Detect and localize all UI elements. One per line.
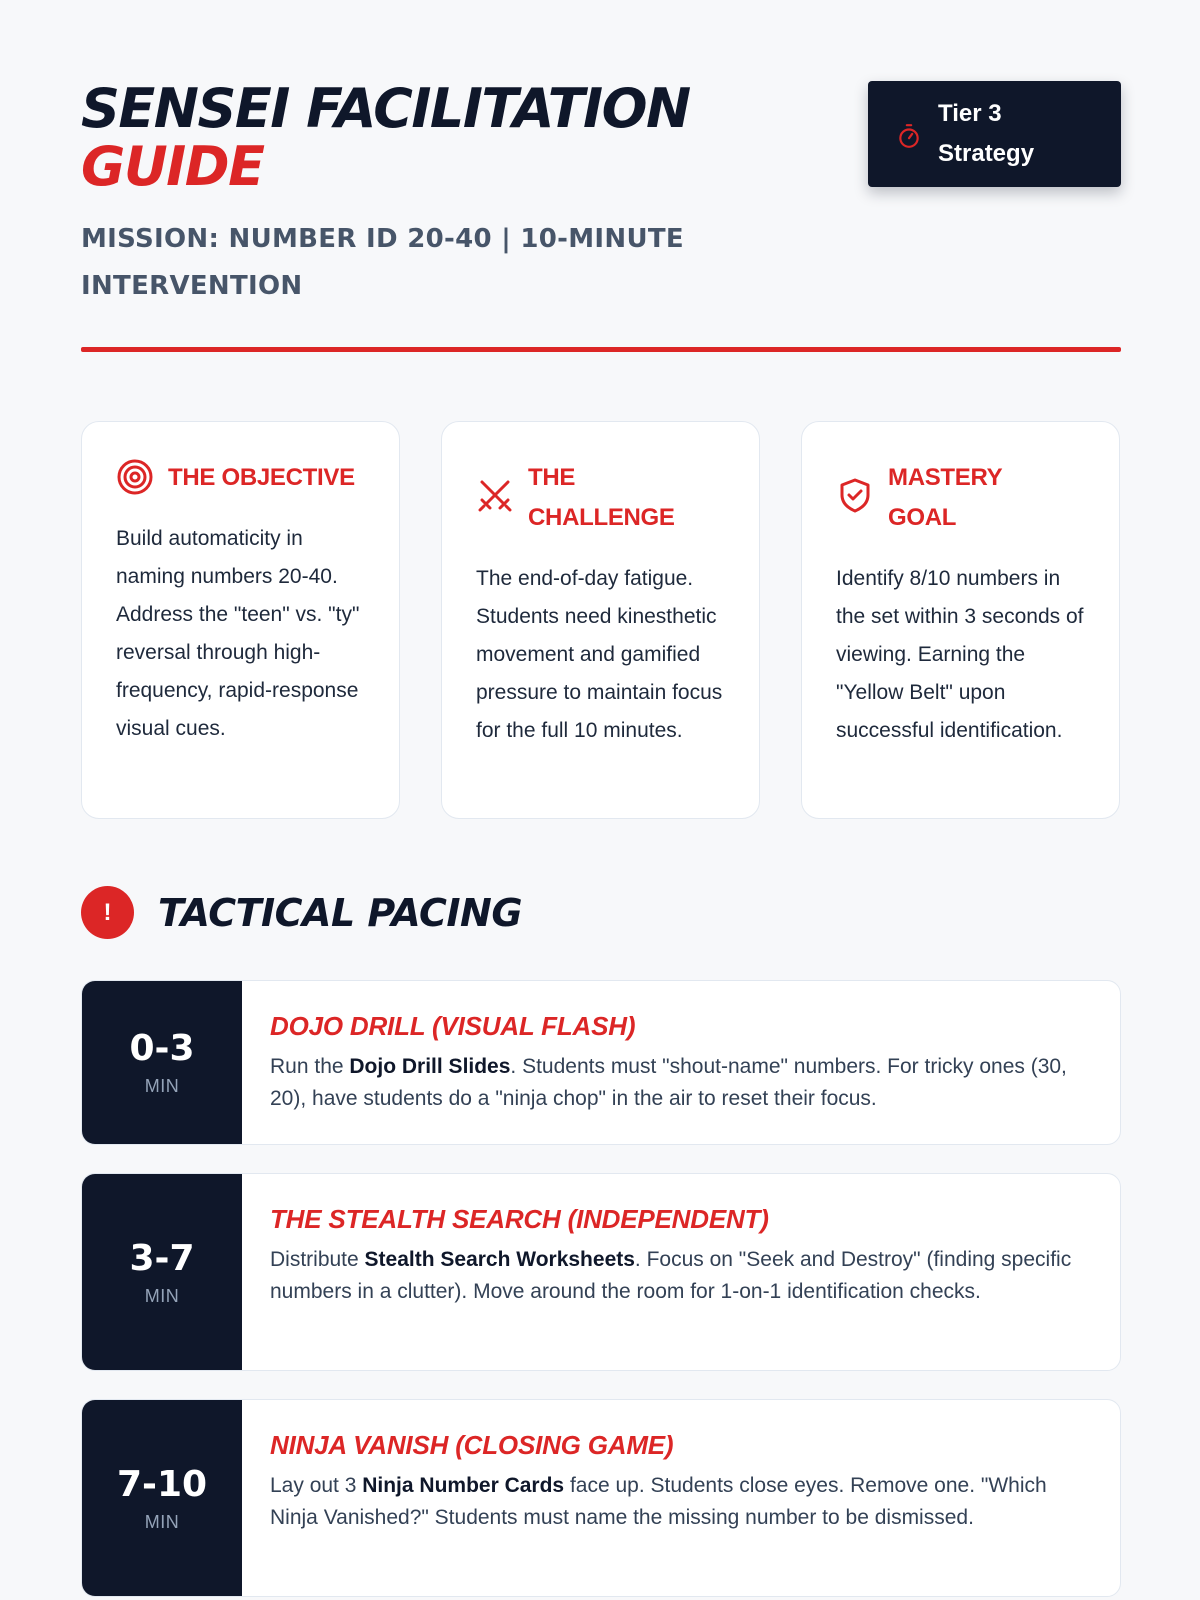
time-block xyxy=(82,981,242,1144)
pacing-title: THE STEALTH SEARCH (INDEPENDENT) xyxy=(270,1204,769,1234)
pacing-row xyxy=(81,980,1121,1145)
card-body: Identify 8/10 numbers in the set within 3 seconds of viewing. Earning the "Yellow Belt" upon successful identification. xyxy=(836,567,1084,742)
mission-subtitle: MISSION: NUMBER ID 20-40 | 10-MINUTE INTERVENTION xyxy=(81,224,684,301)
pacing-title: NINJA VANISH (CLOSING GAME) xyxy=(270,1430,674,1460)
pacing-row xyxy=(81,1173,1121,1371)
page-title xyxy=(81,77,821,198)
target-icon xyxy=(116,458,154,496)
tier-badge-label: Tier 3 Strategy xyxy=(938,100,1035,167)
shield-check-icon xyxy=(836,476,874,514)
time-range: 7-10 xyxy=(116,1463,208,1505)
card-title: MASTERY GOAL xyxy=(888,464,1002,531)
time-unit: MIN xyxy=(144,1511,180,1532)
info-cards xyxy=(81,421,1121,819)
pacing-description: Run the Dojo Drill Slides. Students must "shout-name" numbers. For tricky ones (30, 20), have students do a "ninja chop" in the air to reset their focus. xyxy=(270,1055,1067,1110)
time-range: 0-3 xyxy=(129,1028,195,1069)
pacing-description: Lay out 3 Ninja Number Cards face up. Students close eyes. Remove one. "Which Ninja Vanished?" Students must name the missing number to be dismissed. xyxy=(270,1474,1047,1529)
card-title: THE CHALLENGE xyxy=(528,464,675,531)
stopwatch-icon xyxy=(896,123,922,149)
card-body: Build automaticity in naming numbers 20-40. Address the "teen" vs. "ty" reversal through high-frequency, rapid-response visual cues. xyxy=(116,527,360,740)
header-divider xyxy=(81,347,1121,352)
time-unit: MIN xyxy=(144,1285,180,1306)
crossed-swords-icon xyxy=(476,476,514,514)
section-title: TACTICAL PACING xyxy=(158,890,523,935)
pacing-row xyxy=(81,1399,1121,1597)
time-block xyxy=(82,1400,242,1596)
time-unit: MIN xyxy=(144,1076,180,1096)
card-title: THE OBJECTIVE xyxy=(168,464,355,491)
pacing-title: DOJO DRILL (VISUAL FLASH) xyxy=(270,1011,636,1041)
tier-badge xyxy=(868,81,1121,187)
page-header xyxy=(81,77,1121,350)
mastery-card xyxy=(801,421,1120,819)
material-name: Stealth Search Worksheets xyxy=(364,1248,635,1271)
alert-icon: ! xyxy=(81,886,134,939)
card-body: The end-of-day fatigue. Students need kinesthetic movement and gamified pressure to maintain focus for the full 10 minutes. xyxy=(476,567,723,742)
title-line-2: GUIDE xyxy=(81,135,264,198)
pacing-description: Distribute Stealth Search Worksheets. Focus on "Seek and Destroy" (finding specific numbers in a clutter). Move around the room for 1-on-1 identification checks. xyxy=(270,1248,1072,1303)
challenge-card xyxy=(441,421,760,819)
time-range: 3-7 xyxy=(129,1237,195,1279)
time-block xyxy=(82,1174,242,1370)
section-heading xyxy=(81,886,522,939)
facilitation-guide xyxy=(81,77,1121,1532)
title-line-1: SENSEI FACILITATION xyxy=(81,77,690,140)
material-name: Dojo Drill Slides xyxy=(349,1055,511,1078)
material-name: Ninja Number Cards xyxy=(362,1474,565,1497)
objective-card xyxy=(81,421,400,819)
